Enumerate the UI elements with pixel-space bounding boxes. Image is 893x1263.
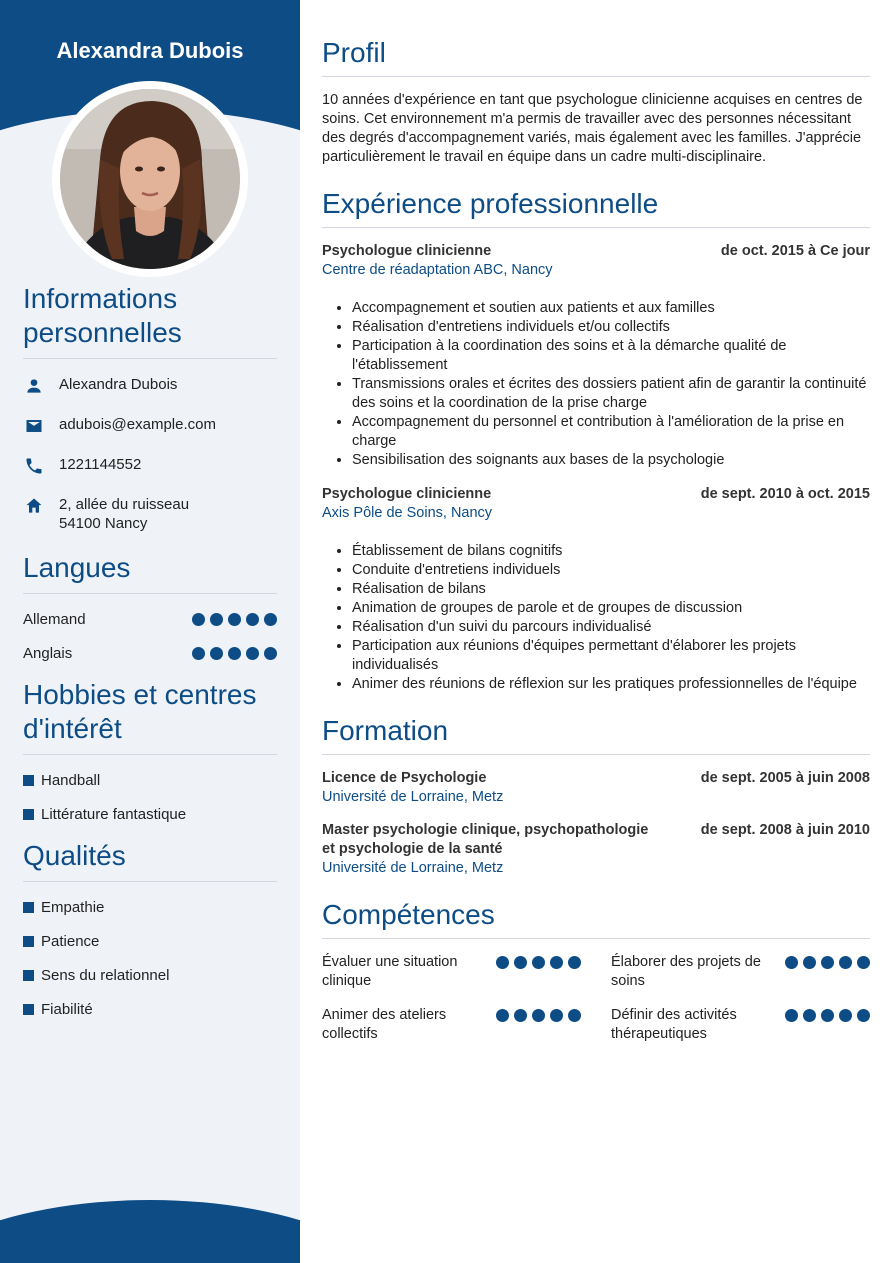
skill-label: Animer des ateliers collectifs	[322, 1007, 447, 1042]
divider	[23, 358, 277, 359]
job-organization: Centre de réadaptation ABC, Nancy	[322, 262, 553, 278]
rating-dot	[839, 956, 852, 969]
rating-dot	[857, 1009, 870, 1022]
home-icon	[23, 495, 45, 517]
profile-photo	[60, 89, 240, 269]
job-task: • Transmissions orales et écrites des dossiers patient afin de garantir la continuité des soins et la coordination de la prise charge	[352, 375, 870, 413]
rating-dot	[246, 647, 259, 660]
rating-dot	[228, 647, 241, 660]
job-task: • Réalisation d'entretiens individuels et/ou collectifs	[352, 318, 870, 337]
skill-label: Définir des activités thérapeutiques	[611, 1007, 737, 1042]
contact-address	[23, 495, 277, 533]
rating-dot	[821, 956, 834, 969]
skills-section	[322, 898, 870, 1044]
education-dates: de sept. 2008 à juin 2010	[700, 822, 870, 838]
personal-info-section	[23, 282, 277, 533]
square-bullet-icon	[23, 1004, 34, 1015]
profile-title: Profil	[322, 37, 386, 68]
skill-item	[611, 953, 870, 991]
rating-dot	[246, 613, 259, 626]
job-task: • Établissement de bilans cognitifs	[352, 542, 870, 561]
rating-dot	[568, 956, 581, 969]
rating-dot	[496, 956, 509, 969]
job-tasks	[322, 542, 870, 694]
phone-icon	[23, 455, 45, 477]
quality-label: Empathie	[41, 899, 105, 916]
skill-label: Évaluer une situation clinique	[322, 954, 458, 989]
rating-dot	[532, 1009, 545, 1022]
square-bullet-icon	[23, 970, 34, 981]
language-level-rating	[192, 647, 277, 660]
job-position: Psychologue clinicienne	[322, 243, 492, 259]
divider	[322, 754, 870, 755]
contact-phone-text[interactable]: 1221144552	[59, 456, 142, 473]
education-degree: Master psychologie clinique, psychopathologie et psychologie de la santé	[322, 822, 649, 857]
candidate-name: Alexandra Dubois	[56, 38, 244, 63]
rating-dot	[785, 1009, 798, 1022]
rating-dot	[857, 956, 870, 969]
quality-item	[23, 1000, 277, 1019]
hobbies-list	[23, 771, 277, 824]
contact-name	[23, 375, 277, 397]
job-dates: de oct. 2015 à Ce jour	[720, 243, 870, 259]
square-bullet-icon	[23, 809, 34, 820]
personal-info-title: Informations personnelles	[23, 283, 182, 348]
profile-section	[322, 36, 870, 167]
rating-dot	[496, 1009, 509, 1022]
sidebar-content	[23, 282, 277, 1034]
skills-title: Compétences	[322, 899, 495, 930]
square-bullet-icon	[23, 902, 34, 913]
experience-section	[322, 187, 870, 694]
rating-dot	[568, 1009, 581, 1022]
rating-dot	[803, 1009, 816, 1022]
divider	[23, 593, 277, 594]
language-item	[23, 644, 277, 663]
address-line-2: 54100 Nancy	[59, 515, 148, 532]
education-degree: Licence de Psychologie	[322, 770, 487, 786]
job-task: • Réalisation d'un suivi du parcours individualisé	[352, 618, 870, 637]
quality-label: Sens du relationnel	[41, 967, 170, 984]
rating-dot	[210, 647, 223, 660]
skill-item	[611, 1006, 870, 1044]
languages-title: Langues	[23, 552, 131, 583]
profile-photo-frame	[52, 81, 248, 277]
language-list	[23, 610, 277, 663]
contact-email-text[interactable]: adubois@example.com	[59, 416, 216, 433]
job-task: • Accompagnement du personnel et contribution à l'amélioration de la prise en charge	[352, 413, 870, 451]
education-dates: de sept. 2005 à juin 2008	[700, 770, 870, 786]
languages-section	[23, 551, 277, 663]
job-task: • Sensibilisation des soignants aux bases de la psychologie	[352, 451, 870, 470]
profile-text: 10 années d'expérience en tant que psychologue clinicienne acquises en centres de soins. Cet environnement m'a permis de travailler avec des personnes nécessitant des degrés d'accompagnement variés, mais également avec les familles. J'apprécie particulièrement le travail en équipe dans un cadre multi-disciplinaire.	[322, 92, 863, 165]
rating-dot	[821, 1009, 834, 1022]
education-header	[322, 821, 870, 859]
job-position: Psychologue clinicienne	[322, 486, 492, 502]
contact-email	[23, 415, 277, 437]
skill-label: Élaborer des projets de soins	[611, 954, 761, 989]
education-entry	[322, 769, 870, 807]
job-entry	[322, 242, 870, 470]
quality-label: Fiabilité	[41, 1001, 93, 1018]
contact-name-text: Alexandra Dubois	[59, 376, 178, 393]
education-entry	[322, 821, 870, 878]
job-task: • Réalisation de bilans	[352, 580, 870, 599]
education-header	[322, 769, 870, 788]
sidebar-footer-curve	[0, 1200, 300, 1263]
skill-item	[322, 1006, 581, 1044]
job-tasks	[322, 299, 870, 470]
contact-phone	[23, 455, 277, 477]
skill-level-rating	[785, 1009, 870, 1022]
rating-dot	[550, 956, 563, 969]
job-task: • Animer des réunions de réflexion sur les pratiques professionnelles de l'équipe	[352, 675, 870, 694]
divider	[322, 76, 870, 77]
contact-list	[23, 375, 277, 533]
rating-dot	[514, 956, 527, 969]
rating-dot	[228, 613, 241, 626]
rating-dot	[550, 1009, 563, 1022]
rating-dot	[210, 613, 223, 626]
rating-dot	[192, 613, 205, 626]
hobby-label: Handball	[41, 772, 101, 789]
quality-label: Patience	[41, 933, 100, 950]
hobbies-section	[23, 678, 277, 824]
rating-dot	[803, 956, 816, 969]
rating-dot	[785, 956, 798, 969]
rating-dot	[264, 613, 277, 626]
job-task: • Participation aux réunions d'équipes permettant d'élaborer les projets individualisés	[352, 637, 870, 675]
job-entry	[322, 485, 870, 694]
experience-title: Expérience professionnelle	[322, 188, 659, 219]
rating-dot	[514, 1009, 527, 1022]
job-dates: de sept. 2010 à oct. 2015	[700, 486, 870, 502]
qualities-list	[23, 898, 277, 1019]
language-name: Allemand	[23, 611, 86, 628]
rating-dot	[839, 1009, 852, 1022]
job-task: • Conduite d'entretiens individuels	[352, 561, 870, 580]
quality-item	[23, 898, 277, 917]
language-level-rating	[192, 613, 277, 626]
skills-grid	[322, 953, 870, 1044]
hobby-item	[23, 771, 277, 790]
mail-icon	[23, 415, 45, 437]
job-task: • Animation de groupes de parole et de groupes de discussion	[352, 599, 870, 618]
language-name: Anglais	[23, 645, 73, 662]
rating-dot	[264, 647, 277, 660]
sidebar	[0, 0, 300, 1263]
square-bullet-icon	[23, 775, 34, 786]
rating-dot	[532, 956, 545, 969]
skill-level-rating	[496, 1009, 581, 1022]
education-school: Université de Lorraine, Metz	[322, 789, 504, 805]
hobby-label: Littérature fantastique	[41, 806, 187, 823]
job-header	[322, 485, 870, 504]
address-line-1: 2, allée du ruisseau	[59, 496, 190, 513]
contact-address-text	[59, 495, 189, 533]
job-task: • Accompagnement et soutien aux patients et aux familles	[352, 299, 870, 318]
job-task: • Participation à la coordination des soins et à la démarche qualité de l'établissement	[352, 337, 870, 375]
education-title: Formation	[322, 715, 449, 746]
qualities-section	[23, 839, 277, 1019]
divider	[322, 938, 870, 939]
job-organization: Axis Pôle de Soins, Nancy	[322, 505, 493, 521]
main-content	[322, 36, 870, 1044]
divider	[23, 881, 277, 882]
hobby-item	[23, 805, 277, 824]
qualities-title: Qualités	[23, 840, 126, 871]
education-section	[322, 714, 870, 878]
job-header	[322, 242, 870, 261]
quality-item	[23, 966, 277, 985]
hobbies-title: Hobbies et centres d'intérêt	[23, 679, 257, 744]
divider	[23, 754, 277, 755]
rating-dot	[192, 647, 205, 660]
skill-level-rating	[496, 956, 581, 969]
skill-item	[322, 953, 581, 991]
education-school: Université de Lorraine, Metz	[322, 860, 504, 876]
person-icon	[23, 375, 45, 397]
square-bullet-icon	[23, 936, 34, 947]
language-item	[23, 610, 277, 629]
portrait-illustration	[60, 89, 240, 269]
skill-level-rating	[785, 956, 870, 969]
quality-item	[23, 932, 277, 951]
divider	[322, 227, 870, 228]
